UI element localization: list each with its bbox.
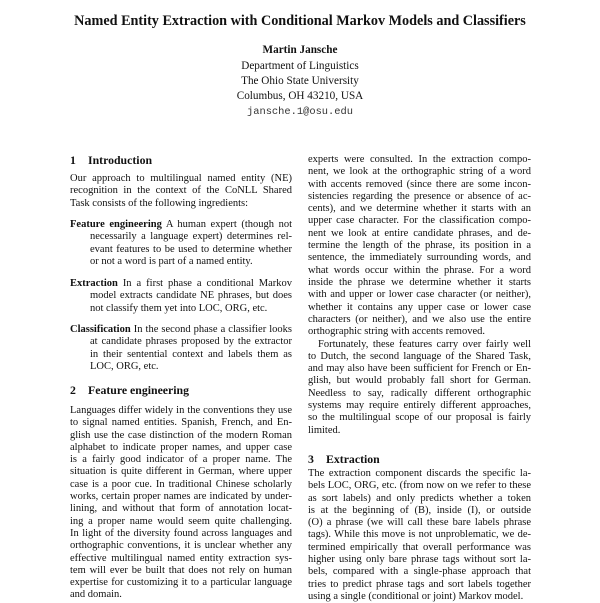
author-department: Department of Linguistics bbox=[241, 60, 359, 72]
text-line: termine the length of the phrase, its position in a bbox=[308, 240, 531, 252]
text-line: or not a word is part of a named entity. bbox=[90, 255, 253, 267]
text-line: using a single (conditional or joint) Markov model. bbox=[308, 590, 524, 602]
text-line: what words occur within the phrase. For a word bbox=[308, 264, 531, 276]
section-number: 3 bbox=[308, 452, 314, 466]
text-line: case is a poor cue. In traditional Chinese scholarly bbox=[70, 478, 292, 490]
text-line: to Dutch, the second language of the Shared Task, bbox=[308, 350, 531, 362]
text-line: so the multilingual scope of our proposal is fairly bbox=[308, 412, 531, 424]
ingredient-extraction bbox=[70, 278, 292, 315]
text-line: at candidate phrases proposed by the extractor bbox=[90, 336, 292, 348]
text-line: LOC, ORG, etc. bbox=[90, 360, 159, 372]
dutch-paragraph bbox=[308, 339, 531, 437]
author-name: Martin Jansche bbox=[262, 44, 338, 56]
extraction-paragraph bbox=[308, 468, 531, 603]
text-line: Our approach to multilingual named entity (NE) bbox=[70, 173, 292, 184]
text-line: Languages differ widely in the conventions they use bbox=[70, 405, 292, 416]
text-line: tags). While this move is not unproblematic, we de- bbox=[308, 529, 531, 541]
text-line: (O) a phrase (we will call these bare labels phrase bbox=[308, 517, 531, 529]
text-line: systems may require entirely different approaches, bbox=[308, 399, 531, 411]
text-line: In light of the diversity found across languages and bbox=[70, 527, 292, 539]
section-number: 1 bbox=[70, 153, 76, 167]
section-title: Extraction bbox=[326, 452, 380, 466]
text-line: Task consists of the following ingredients: bbox=[70, 197, 249, 209]
text-line: whether it contains any upper case or lower case bbox=[308, 301, 531, 313]
paper-title: Named Entity Extraction with Conditional Markov Models and Classifiers bbox=[74, 13, 526, 29]
section-3-heading bbox=[308, 452, 531, 466]
text-line: orthographic string with accents removed. bbox=[308, 326, 485, 338]
text-line: glish, but would probably fall short for German. bbox=[308, 375, 531, 387]
text-line: not classify them yet into LOC, ORG, etc. bbox=[90, 302, 268, 314]
ingredient-term: Feature engineering bbox=[70, 219, 162, 230]
text-line: glish use the case distinction of the modern Roman bbox=[70, 429, 292, 441]
text-line: cents), and we determine whether it starts with an bbox=[308, 203, 531, 215]
text-line: bels LOC, ORG, etc. (from now on we refer to these bbox=[308, 480, 531, 492]
text-line: limited. bbox=[308, 424, 341, 436]
text-line: expertise for customizing it to a particular language bbox=[70, 577, 292, 589]
text-line: upper case character. For the classification compo- bbox=[308, 215, 531, 227]
text-line: as sort labels) and only predicts whether a token bbox=[308, 492, 531, 504]
section-2-heading bbox=[70, 383, 292, 397]
section-title: Feature engineering bbox=[88, 383, 190, 397]
ingredient-description: In a first phase a conditional Markov bbox=[122, 278, 293, 289]
text-line: evant features to be used to determine whether bbox=[90, 243, 292, 255]
text-line: orthographic conventions, it is unclear whether any bbox=[70, 540, 292, 552]
ingredient-feature-engineering bbox=[70, 219, 292, 268]
intro-paragraph bbox=[70, 173, 292, 210]
text-line: termined empirically that overall performance was bbox=[308, 541, 531, 553]
text-line: experts were consulted. In the extraction compo- bbox=[308, 154, 531, 165]
text-line: is at the beginning of (B), inside (I), or outside bbox=[308, 504, 531, 516]
text-line: tem will ever be built that does not rely on human bbox=[70, 564, 292, 576]
section-title: Introduction bbox=[88, 153, 153, 167]
text-line: lining, and without that form of annotation locat- bbox=[70, 503, 292, 515]
text-line: inside the phrase we determine whether it starts bbox=[308, 276, 531, 288]
section-1-heading bbox=[70, 153, 292, 167]
text-line: with accents removed (since there are some incon- bbox=[308, 178, 531, 190]
text-line: sistencies regarding the presence or absence of ac- bbox=[308, 190, 531, 202]
feature-details-paragraph bbox=[308, 154, 531, 338]
text-line: necessarily a language expert) determines rel- bbox=[90, 231, 292, 243]
text-line bbox=[70, 278, 292, 290]
text-line: and may also have been sufficient for French or En- bbox=[308, 363, 531, 375]
text-line: and domain. bbox=[70, 589, 122, 601]
text-line: Fortunately, these features carry over fairly well bbox=[318, 338, 531, 350]
ingredient-description: In the second phase a classifier looks bbox=[133, 324, 293, 335]
text-line: recognition in the context of the CoNLL Shared bbox=[70, 185, 292, 197]
ingredient-term: Classification bbox=[70, 324, 131, 335]
section-number: 2 bbox=[70, 383, 76, 397]
text-line: works, certain proper names are indicated by under- bbox=[70, 491, 292, 503]
text-line: Needless to say, radically different orthographic bbox=[308, 387, 531, 399]
text-line: The extraction component discards the specific la- bbox=[308, 468, 531, 479]
text-line bbox=[70, 324, 292, 336]
text-line: nent, we look at the orthographic string of a word bbox=[308, 166, 531, 178]
text-line: to signal named entities. Spanish, French, and En- bbox=[70, 417, 292, 429]
author-email: jansche.1@osu.edu bbox=[246, 106, 353, 118]
text-line: in their sentential context and labels them as bbox=[90, 348, 292, 360]
ingredient-classification bbox=[70, 324, 292, 373]
text-line: situation is quite different in German, where upper bbox=[70, 466, 292, 478]
text-line: alphabet to indicate proper names, and upper case bbox=[70, 441, 292, 453]
text-line: is a fairly good indicator of a proper name. The bbox=[70, 454, 292, 466]
text-line: bels, compared with a single-phase approach that bbox=[308, 566, 531, 578]
text-line: higher using only bare phrase tags without sort la- bbox=[308, 554, 531, 566]
ingredient-term: Extraction bbox=[70, 278, 118, 289]
text-line: model extracts candidate NE phrases, but does bbox=[90, 290, 292, 302]
text-line: nent we look at entire candidate phrases, and de- bbox=[308, 227, 531, 239]
feature-engineering-paragraph bbox=[70, 405, 292, 602]
text-line: characters (or neither), and we also use the entire bbox=[308, 313, 531, 325]
text-line: ing a proper name would seem quite challenging. bbox=[70, 515, 292, 527]
text-line bbox=[70, 219, 292, 231]
text-line: effective multilingual named entity extraction sys- bbox=[70, 552, 292, 564]
text-line: with and upper or lower case character (or neither), bbox=[308, 289, 531, 301]
text-line: tries to predict phrase tags and sort labels together bbox=[308, 578, 531, 590]
text-line: sentence, the immediately surrounding words, and bbox=[308, 252, 531, 264]
ingredient-description: A human expert (though not bbox=[165, 219, 292, 230]
author-university: The Ohio State University bbox=[241, 75, 359, 87]
author-address: Columbus, OH 43210, USA bbox=[236, 90, 364, 102]
